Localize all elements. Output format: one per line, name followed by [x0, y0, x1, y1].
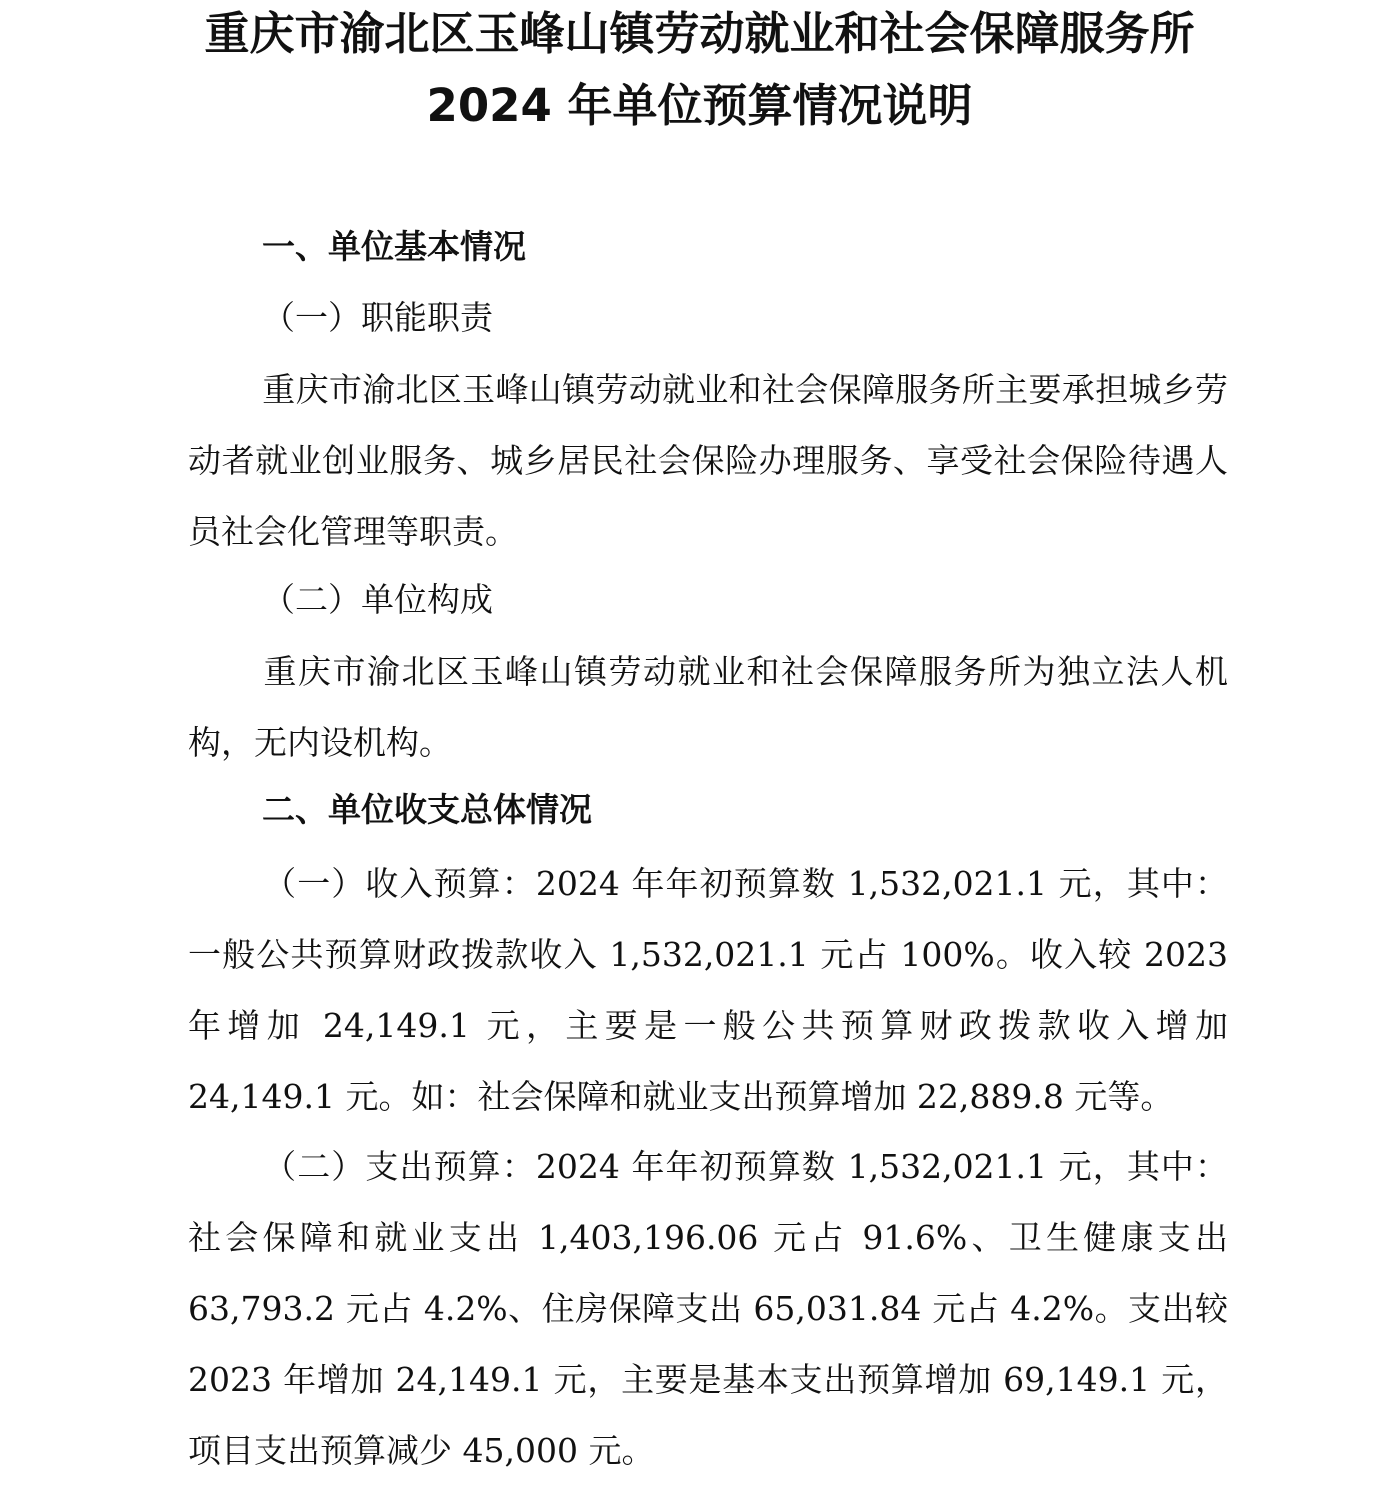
section2-heading: 二、单位收支总体情况: [262, 790, 592, 829]
section1-sub1-text: 重庆市渝北区玉峰山镇劳动就业和社会保障服务所主要承担城乡劳动者就业创业服务、城乡居民社会保险办理服务、享受社会保险待遇人员社会化管理等职责。: [188, 370, 1228, 551]
document-title-line1: 重庆市渝北区玉峰山镇劳动就业和社会保障服务所: [204, 7, 1195, 60]
income-budget-text: 2024 年年初预算数 1,532,021.1 元，其中：一般公共预算财政拨款收入 1,532,021.1 元占 100%。收入较 2023 年增加 24,149.1 元，主要是一般公共预算财政拨款收入增加 24,149.1 元。如：社会保障和就业支出预算增加 22,889.8 元等。: [188, 864, 1229, 1116]
document-title-line2: 2024 年单位预算情况说明: [426, 79, 973, 132]
section1-sub1-heading: （一）职能职责: [262, 298, 493, 337]
section1-sub2-heading: （二）单位构成: [262, 580, 493, 619]
expense-budget-lead: （二）支出预算：: [262, 1147, 536, 1186]
section1-sub2-text: 重庆市渝北区玉峰山镇劳动就业和社会保障服务所为独立法人机构，无内设机构。: [188, 652, 1228, 762]
income-budget-paragraph: [188, 848, 1228, 1132]
section1-sub1-paragraph: [188, 354, 1228, 567]
expense-budget-paragraph: [188, 1131, 1228, 1486]
section1-heading: 一、单位基本情况: [262, 227, 526, 266]
section1-sub2-paragraph: [188, 636, 1228, 778]
income-budget-lead: （一）收入预算：: [262, 864, 536, 903]
expense-budget-text: 2024 年年初预算数 1,532,021.1 元，其中：社会保障和就业支出 1,403,196.06 元占 91.6%、卫生健康支出 63,793.2 元占 4.2%、住房保障支出 65,031.84 元占 4.2%。支出较 2023 年增加 24,149.1 元，主要是基本支出预算增加 69,149.1 元，项目支出预算减少 45,000 元。: [188, 1147, 1229, 1470]
